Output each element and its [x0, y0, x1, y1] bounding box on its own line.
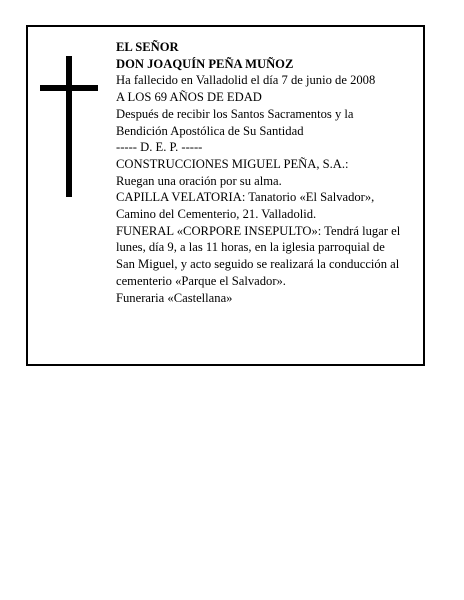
funeral-details-2: San Miguel, y acto seguido se realizará la conducción al	[116, 257, 400, 272]
deceased-name: DON JOAQUÍN PEÑA MUÑOZ	[116, 56, 294, 71]
title-line: EL SEÑOR	[116, 40, 179, 54]
funeral-home: Funeraria «Castellana»	[116, 290, 233, 305]
obituary-text	[116, 39, 428, 306]
obituary-notice	[26, 25, 425, 366]
chapel-address: Camino del Cementerio, 21. Valladolid.	[116, 207, 317, 222]
sacraments-line: Después de recibir los Santos Sacramentos y la	[116, 106, 354, 121]
cross-icon-crossbar	[40, 85, 98, 91]
funeral-details-1: lunes, día 9, a las 11 horas, en la iglesia parroquial de	[116, 240, 385, 255]
rip-line: ----- D. E. P. -----	[116, 140, 203, 155]
death-date-line: Ha fallecido en Valladolid el día 7 de junio de 2008	[116, 73, 376, 88]
cross-icon	[66, 56, 72, 197]
blessing-line: Bendición Apostólica de Su Santidad	[116, 123, 304, 138]
age-line: A LOS 69 AÑOS DE EDAD	[116, 90, 262, 105]
chapel-line: CAPILLA VELATORIA: Tanatorio «El Salvador»,	[116, 190, 375, 205]
company-name: CONSTRUCCIONES MIGUEL PEÑA, S.A.:	[116, 156, 349, 171]
cemetery-line: cementerio «Parque el Salvador».	[116, 273, 286, 288]
prayer-line: Ruegan una oración por su alma.	[116, 173, 282, 188]
funeral-line: FUNERAL «CORPORE INSEPULTO»: Tendrá lugar el	[116, 223, 401, 238]
